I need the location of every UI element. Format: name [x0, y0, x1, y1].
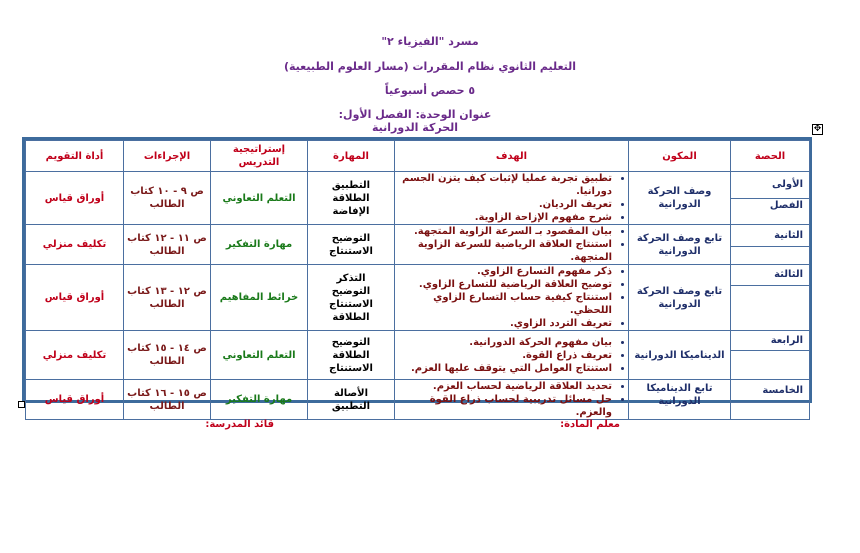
goal-item: • بيان مفهوم الحركة الدورانية.	[397, 336, 612, 349]
procedures-cell: ص ٩ - ١٠ كتاب الطالب	[124, 172, 211, 225]
session-cell: الثانية	[731, 225, 810, 247]
skill-item: الاستنتاج	[329, 245, 373, 257]
session-cell-empty	[731, 402, 810, 419]
skill-item: التطبيق	[331, 179, 371, 191]
session-cell-empty	[731, 351, 810, 380]
goal-cell	[395, 172, 629, 225]
strategy-cell: مهارة التفكير	[211, 225, 308, 265]
table-move-handle-icon[interactable]: ✥	[813, 124, 822, 134]
weekly-periods: ٥ حصص أسبوعياً	[384, 84, 476, 97]
header-component: المكون	[629, 141, 731, 172]
skill-item: التوضيح	[331, 285, 371, 297]
header-session: الحصة	[731, 141, 810, 172]
tool-cell: أوراق قياس	[26, 380, 124, 420]
table-row	[26, 331, 810, 351]
session-cell: الرابعة	[731, 331, 810, 351]
procedures-cell: ص ١٤ - ١٥ كتاب الطالب	[124, 331, 211, 380]
session-cell: الثالثة	[731, 265, 810, 286]
goal-item: • تحديد العلاقة الرياضية لحساب العزم.	[397, 380, 612, 393]
goal-cell	[395, 331, 629, 380]
tool-cell: أوراق قياس	[26, 172, 124, 225]
component-cell: الديناميكا الدورانية	[629, 331, 731, 380]
skill-item: الطلاقة	[332, 349, 370, 361]
goal-item: • شرح مفهوم الإزاحة الزاوية.	[397, 211, 612, 224]
tool-cell: أوراق قياس	[26, 265, 124, 331]
skill-item: التوضيح	[331, 336, 371, 348]
strategy-cell: خرائط المفاهيم	[211, 265, 308, 331]
component-cell: وصف الحركة الدورانية	[629, 172, 731, 225]
skill-cell	[308, 380, 395, 420]
goal-item: • استنتاج العوامل التي يتوقف عليها العزم.	[397, 362, 612, 375]
lesson-plan-table	[25, 140, 810, 420]
plan-subtitle: التعليم الثانوي نظام المقررات (مسار العلوم الطبيعية)	[283, 60, 577, 73]
goal-item: • ذكر مفهوم التسارع الزاوي.	[397, 265, 612, 278]
session-cell-empty	[731, 285, 810, 330]
skill-cell	[308, 172, 395, 225]
tool-cell: تكليف منزلي	[26, 331, 124, 380]
tool-cell: تكليف منزلي	[26, 225, 124, 265]
header-strategy: إستراتيجية التدريس	[211, 141, 308, 172]
plan-title: مسرد "الفيزياء ٢"	[381, 35, 479, 48]
goal-item: • حل مسائل تدريبية لحساب ذراع القوة والعزم.	[397, 393, 612, 419]
goal-item: • تعريف التردد الزاوي.	[397, 317, 612, 330]
goal-cell	[395, 265, 629, 331]
session-cell-empty	[731, 247, 810, 265]
goal-item: • توضيح العلاقة الرياضية للتسارع الزاوي.	[397, 278, 612, 291]
session-cell: الخامسة	[731, 380, 810, 403]
skill-cell	[308, 225, 395, 265]
component-cell: تابع وصف الحركة الدورانية	[629, 265, 731, 331]
skill-item: الإفاضة	[332, 205, 370, 217]
skill-item: الاستنتاج	[329, 298, 373, 310]
skill-item: التذكر	[336, 272, 366, 284]
header-goal: الهدف	[395, 141, 629, 172]
skill-item: التوضيح	[331, 232, 371, 244]
unit-title: عنوان الوحدة: الفصل الأول: الحركة الدورانية	[338, 108, 492, 134]
session-cell: الأولى	[731, 172, 810, 199]
table-row	[26, 225, 810, 247]
procedures-cell: ص ١٥ - ١٦ كتاب الطالب	[124, 380, 211, 420]
procedures-cell: ص ١١ - ١٢ كتاب الطالب	[124, 225, 211, 265]
session-cell-sub: الفصل	[731, 198, 810, 225]
goal-item: • استنتاج العلاقة الرياضية للسرعة الزاوية المتجهة.	[397, 238, 612, 264]
skill-cell	[308, 331, 395, 380]
table-resize-handle[interactable]	[18, 401, 25, 408]
header-tool: أداة التقويم	[26, 141, 124, 172]
table-row	[26, 380, 810, 403]
strategy-cell: مهارة التفكير	[211, 380, 308, 420]
goal-item: • تعريف ذراع القوة.	[397, 349, 612, 362]
procedures-cell: ص ١٢ - ١٣ كتاب الطالب	[124, 265, 211, 331]
table-row	[26, 172, 810, 199]
strategy-cell: التعلم التعاوني	[211, 172, 308, 225]
header-skill: المهارة	[308, 141, 395, 172]
goal-item: • بيان المقصود بـ السرعة الزاوية المتجهة.	[397, 225, 612, 238]
skill-item: الطلاقة	[332, 192, 370, 204]
teacher-signature-label: معلم المادة:	[560, 419, 620, 430]
header-procedures: الإجراءات	[124, 141, 211, 172]
component-cell: تابع الديناميكا الدورانية	[629, 380, 731, 420]
skill-cell	[308, 265, 395, 331]
skill-item: التطبيق	[331, 400, 371, 412]
component-cell: تابع وصف الحركة الدورانية	[629, 225, 731, 265]
principal-signature-label: قائد المدرسة:	[205, 419, 274, 430]
skill-item: الأصالة	[333, 387, 369, 399]
table-header-row	[26, 141, 810, 172]
goal-item: • استنتاج كيفية حساب التسارع الزاوي اللحظي.	[397, 291, 612, 317]
table-row	[26, 265, 810, 286]
goal-cell	[395, 225, 629, 265]
skill-item: الاستنتاج	[329, 362, 373, 374]
goal-item: • تطبيق تجربة عمليا لإثبات كيف يتزن الجسم دورانيا.	[397, 172, 612, 198]
strategy-cell: التعلم التعاوني	[211, 331, 308, 380]
goal-cell	[395, 380, 629, 420]
goal-item: • تعريف الرديان.	[397, 198, 612, 211]
skill-item: الطلاقة	[332, 311, 370, 323]
